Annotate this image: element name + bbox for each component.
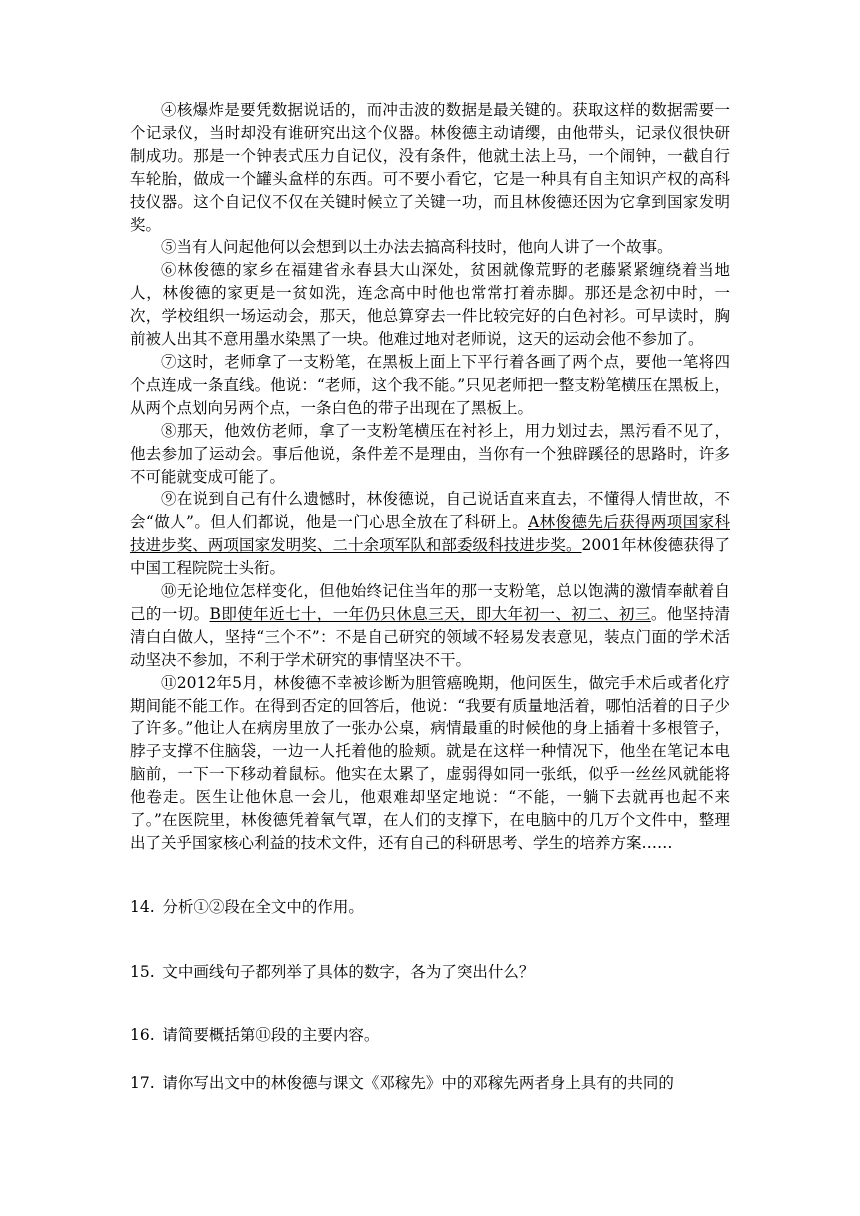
underlined-sentence-a: A林俊德先后获得两项国家科技进步奖、两项国家发明奖、二十余项军队和部委级科技进步奖。 <box>130 513 730 555</box>
paragraph-10-text: ⑩无论地位怎样变化，但他始终记住当年的那一支粉笔，总以饱满的激情奉献着自己的一切。 <box>130 582 730 623</box>
question-15 <box>130 961 730 984</box>
question-14-number: 14. <box>130 898 155 916</box>
question-16 <box>130 1024 730 1047</box>
paragraph-6: ⑥林俊德的家乡在福建省永春县大山深处，贫困就像荒野的老藤紧紧缠绕着当地人，林俊德的家更是一贫如洗，连念高中时他也常常打着赤脚。那还是念初中时，一次，学校组织一场运动会，那天，他总算穿去一件比较完好的白色衬衫。可早读时，胸前被人出其不意用墨水染黑了一块。他难过地对老师说，这天的运动会他不参加了。 <box>130 261 730 349</box>
question-14-text: 分析①②段在全文中的作用。 <box>162 898 364 916</box>
paragraph-9-tail: 2001年林俊德获得了中国工程院院士头衔。 <box>130 536 730 578</box>
paragraph-10-tail: 。他坚持清清白白做人，坚持“三个不”：不是自己研究的领域不轻易发表意见，装点门面的学术活动坚决不参加，不利于学术研究的事情坚决不干。 <box>130 604 730 669</box>
paragraph-7: ⑦这时，老师拿了一支粉笔，在黑板上面上下平行着各画了两个点，要他一笔将四个点连成一条直线。他说：“老师，这个我不能。”只见老师把一整支粉笔横压在黑板上，从两个点划向另两个点，一条白色的带子出现在了黑板上。 <box>130 352 730 417</box>
question-15-number: 15. <box>130 963 155 981</box>
question-17-number: 17. <box>130 1074 155 1092</box>
question-14 <box>130 896 730 919</box>
paragraph-11: ⑪2012年5月，林俊德不幸被诊断为胆管癌晚期，他问医生，做完手术后或者化疗期间能不能工作。在得到否定的回答后，他说：“我要有质量地活着，哪怕活着的日子少了许多。”他让人在病房里放了一张办公桌，病情最重的时候他的身上插着十多根管子，脖子支撑不住脑袋，一边一人托着他的脸颊。就是在这样一种情况下，他坐在笔记本电脑前，一下一下移动着鼠标。他实在太累了，虚弱得如同一张纸，似乎一丝丝风就能将他卷走。医生让他休息一会儿，他艰难却坚定地说：“不能，一躺下去就再也起不来了。”在医院里，林俊德凭着氧气罩，在人们的支撑下，在电脑中的几万个文件中，整理出了关乎国家核心利益的技术文件，还有自己的科研思考、学生的培养方案…… <box>130 673 730 852</box>
paragraph-9 <box>130 488 730 580</box>
paragraph-4: ④核爆炸是要凭数据说话的，而冲击波的数据是最关键的。获取这样的数据需要一个记录仪，当时却没有谁研究出这个仪器。林俊德主动请缨，由他带头，记录仪很快研制成功。那是一个钟表式压力自记仪，没有条件，他就土法上马，一个闹钟，一截自行车轮胎，做成一个罐头盒样的东西。可不要小看它，它是一种具有自主知识产权的高科技仪器。这个自记仪不仅在关键时候立了关键一功，而且林俊德还因为它拿到国家发明奖。 <box>130 101 730 234</box>
paragraph-10 <box>130 580 730 672</box>
paragraph-9-text: ⑨在说到自己有什么遗憾时，林俊德说，自己说话直来直去，不懂得人情世故，不会“做人”。但人们都说，他是一门心思全放在了科研上。 <box>130 490 730 532</box>
question-16-text: 请简要概括第⑪段的主要内容。 <box>162 1026 380 1044</box>
question-15-text: 文中画线句子都列举了具体的数字，各为了突出什么？ <box>162 963 535 981</box>
question-17-text: 请你写出文中的林俊德与课文《邓稼先》中的邓稼先两者身上具有的共同的 <box>162 1074 674 1092</box>
underlined-sentence-b: B即使年近七十，一年仍只休息三天，即大年初一、初二、初三 <box>209 604 651 623</box>
question-16-number: 16. <box>130 1026 155 1044</box>
article-body <box>130 99 730 855</box>
question-17 <box>130 1072 730 1095</box>
paragraph-8: ⑧那天，他效仿老师，拿了一支粉笔横压在衬衫上，用力划过去，黑污看不见了，他去参加了运动会。事后他说，条件差不是理由，当你有一个独辟蹊径的思路时，许多不可能就变成可能了。 <box>130 421 730 486</box>
paragraph-5: ⑤当有人问起他何以会想到以土办法去搞高科技时，他向人讲了一个故事。 <box>161 238 673 257</box>
